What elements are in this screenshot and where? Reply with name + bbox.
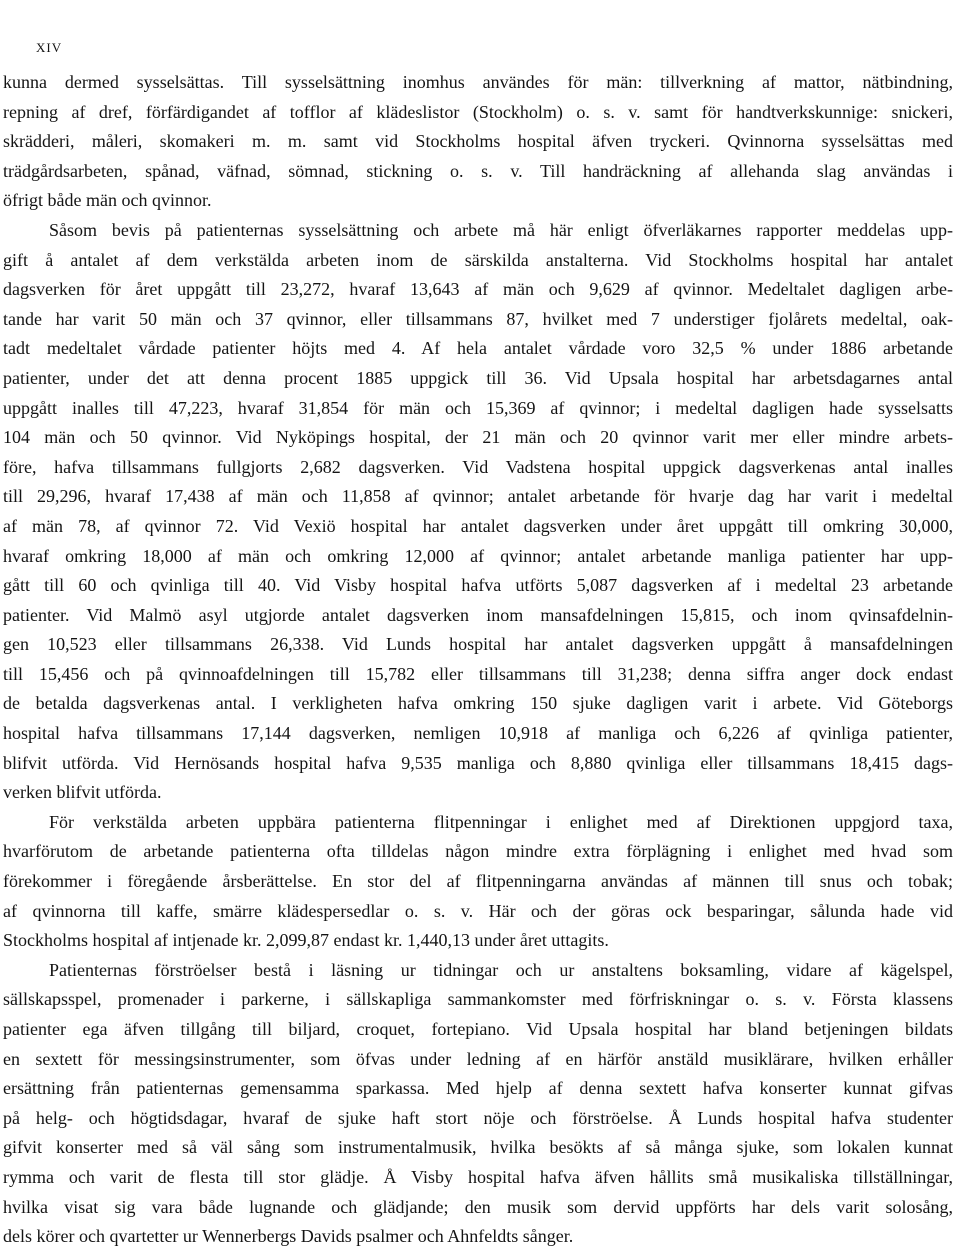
text-line: hvarförutom de arbetande patienterna ofta tilldelas någon mindre extra förplägning i enlighet med hvad som (3, 841, 953, 862)
text-line: patienter ega äfven tillgång till biljard, croquet, fortepiano. Vid Upsala hospital har bland betjeningen bildats (3, 1019, 953, 1039)
paragraph (3, 808, 953, 956)
text-line: tadt medeltalet vårdade patienter höjts med 4. Af hela antalet vårdade voro 32,5 % under 1886 arbetande (3, 338, 953, 359)
text-line: repning af dref, förfärdigandet af tofflor af klädeslistor (Stockholm) o. s. v. samt för handtverkskunnige: snickeri, (3, 101, 953, 122)
text-line: gen 10,523 eller tillsammans 26,338. Vid Lunds hospital har antalet dagsverken uppgått å mansafdelningen (3, 634, 953, 655)
text-line: patienter. Vid Malmö asyl utgjorde antalet dagsverken inom mansafdelningen 15,815, och inom qvinsafdelnin- (3, 604, 953, 625)
text-line: gift å antalet af dem verkstälda arbeten inom de särskilda anstalterna. Vid Stockholms hospital har antalet (3, 249, 953, 270)
text-line: förekommer i föregående årsberättelse. En stor del af flitpenningarna användas af männen till snus och tobak; (3, 871, 953, 892)
paragraph (3, 956, 953, 1252)
page-number: XIV (36, 40, 63, 55)
text-line: uppgått inalles till 47,223, hvaraf 31,854 för män och 15,369 af qvinnor; i medeltal dagligen hade sysselsatts (3, 397, 953, 418)
text-line: gått till 60 och qvinliga till 40. Vid Visby hospital hafva utförts 5,087 dagsverken af i medeltal 23 arbetande (3, 575, 953, 596)
text-line: dels körer och qvartetter ur Wennerbergs Davids psalmer och Ahnfeldts sånger. (3, 1226, 574, 1247)
text-line: på helg- och högtidsdagar, hvaraf de sjuke haft stort nöje och förströelse. Å Lunds hospital hafva studenter (3, 1107, 953, 1128)
text-line: kunna dermed sysselsättas. Till sysselsättning inomhus användes för män: tillverkning af mattor, nätbindning, (3, 72, 953, 92)
text-line: de betalda dagsverkenas antal. I verkligheten hafva omkring 150 sjuke dagligen varit i arbete. Vid Göteborgs (3, 693, 953, 714)
text-line: blifvit utförda. Vid Hernösands hospital hafva 9,535 manliga och 8,880 qvinliga eller tillsammans 18,415 dags- (3, 752, 953, 773)
text-line: af män 78, af qvinnor 72. Vid Vexiö hospital har antalet dagsverken under året uppgått till omkring 30,000, (3, 515, 953, 536)
text-line: tande har varit 50 män och 37 qvinnor, eller tillsammans 87, hvilket med 7 understiger fjolårets medeltal, oak- (3, 308, 953, 329)
text-line: Patienternas förströelser bestå i läsning ur tidningar och ur anstaltens boksamling, vidare af kägelspel, (49, 959, 953, 980)
text-line: verken blifvit utförda. (3, 782, 162, 803)
text-line: till 29,296, hvaraf 17,438 af män och 11,858 af qvinnor; antalet arbetande för hvarje dag har varit i medeltal (3, 486, 953, 507)
text-line: till 15,456 och på qvinnoafdelningen till 15,782 eller tillsammans till 31,238; denna siffra anger dock endast (3, 663, 953, 684)
text-line: hospital hafva tillsammans 17,144 dagsverken, nemligen 10,918 af manliga och 6,226 af qvinliga patienter, (3, 723, 953, 744)
text-line: rymma och varit de flesta till stor glädje. Å Visby hospital hafva äfven hållits små musikaliska tillställningar, (3, 1166, 953, 1187)
text-line: hvilka visat sig vara både lugnande och glädjande; den musik som dervid uppförts har dels varit solosång, (3, 1196, 953, 1217)
text-line: sällskapsspel, promenader i parkerne, i sällskapliga sammankomster med förfriskningar o. s. v. Första klassens (3, 989, 953, 1010)
text-line: öfrigt både män och qvinnor. (3, 190, 212, 211)
text-line: skrädderi, måleri, skomakeri m. m. samt vid Stockholms hospital äfven tryckeri. Qvinnorna sysselsättas med (3, 131, 953, 152)
text-line: dagsverken för året uppgått till 23,272, hvaraf 13,643 af män och 9,629 af qvinnor. Medeltalet dagligen arbe- (3, 279, 953, 300)
text-line: gifvit konserter med så väl sång som instrumentalmusik, hvilka besökts af så många sjuke, som lokalen kunnat (3, 1137, 953, 1158)
paragraph (3, 68, 953, 216)
paragraph (3, 216, 953, 808)
text-line: af qvinnorna till kaffe, smärre klädespersedlar o. s. v. Här och der göras ock besparingar, sålunda hade vid (3, 900, 953, 921)
text-line: Stockholms hospital af intjenade kr. 2,099,87 endast kr. 1,440,13 under året uttagits. (3, 930, 609, 951)
text-line: Såsom bevis på patienternas sysselsättning och arbete må här enligt öfverläkarnes rapporter meddelas upp- (49, 219, 953, 240)
text-line: trädgårdsarbeten, spånad, väfnad, sömnad, stickning o. s. v. Till handräckning af allehanda slag användas i (3, 160, 953, 181)
text-line: före, hafva tillsammans fullgjorts 2,682 dagsverken. Vid Vadstena hospital uppgick dagsverkenas antal inalles (3, 456, 953, 477)
text-line: För verkstälda arbeten uppbära patienterna flitpenningar i enlighet med af Direktionen uppgjord taxa, (49, 811, 953, 832)
body-text (3, 68, 953, 1252)
text-line: en sextett för messingsinstrumenter, som öfvas under ledning af en härför anstäld musiklärare, hvilken erhåller (3, 1048, 953, 1069)
text-line: hvaraf omkring 18,000 af män och omkring 12,000 af qvinnor; antalet arbetande manliga patienter har upp- (3, 545, 953, 566)
text-line: patienter, under det att denna procent 1885 uppgick till 36. Vid Upsala hospital har arbetsdagarnes antal (3, 367, 953, 388)
text-line: ersättning från patienternas gemensamma sparkassa. Med hjelp af denna sextett hafva konserter kunnat gifvas (3, 1078, 953, 1099)
text-line: 104 män och 50 qvinnor. Vid Nyköpings hospital, der 21 män och 20 qvinnor varit mer eller mindre arbets- (3, 427, 953, 448)
